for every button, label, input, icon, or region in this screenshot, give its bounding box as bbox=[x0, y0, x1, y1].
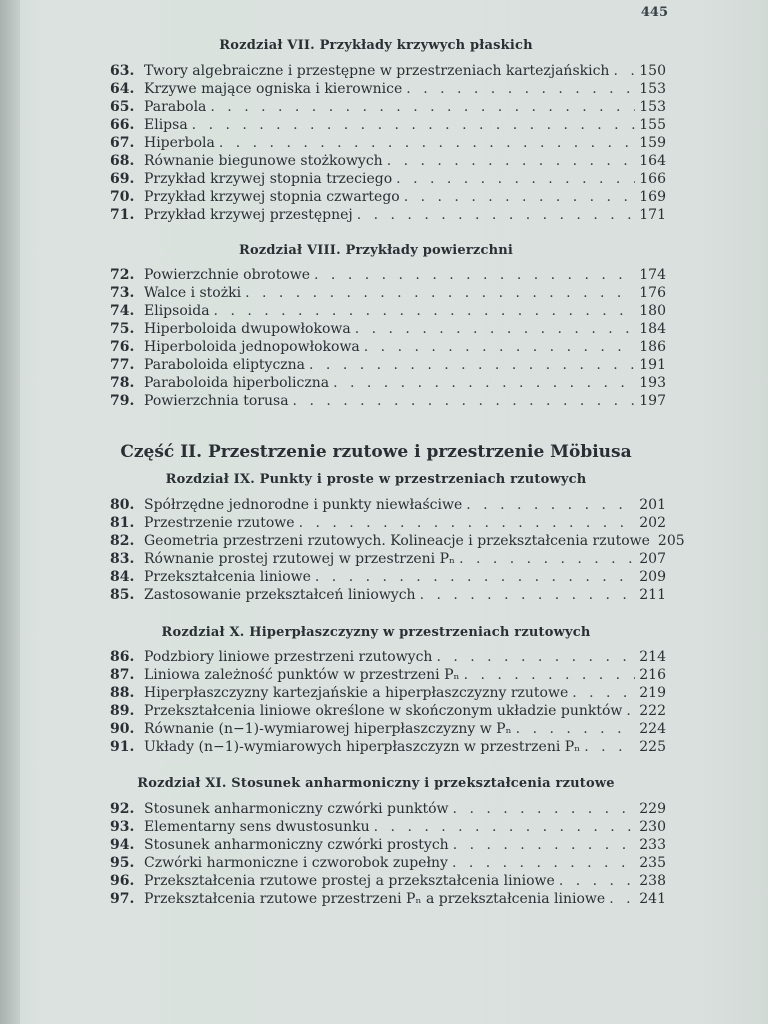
dot-leader bbox=[214, 302, 636, 320]
dot-leader bbox=[219, 134, 635, 152]
entry-page: 164 bbox=[639, 153, 666, 169]
entry-page: 193 bbox=[639, 375, 666, 391]
dot-leader bbox=[516, 720, 636, 738]
dot-leader bbox=[293, 392, 636, 410]
page-number: 445 bbox=[640, 5, 668, 20]
chapter-heading-x: Rozdział X. Hiperpłaszczyzny w przestrzeniach rzutowych bbox=[161, 625, 591, 640]
dot-leader bbox=[333, 374, 635, 392]
entry-page: 211 bbox=[639, 587, 666, 603]
toc-entry bbox=[110, 568, 666, 586]
dot-leader bbox=[453, 836, 636, 854]
entry-title: Paraboloida hiperboliczna bbox=[144, 375, 330, 391]
entry-page: 224 bbox=[639, 721, 666, 737]
part-heading: Część II. Przestrzenie rzutowe i przestrzenie Möbiusa bbox=[120, 442, 632, 462]
toc-entry bbox=[110, 550, 666, 568]
dot-leader bbox=[464, 666, 636, 684]
dot-leader bbox=[559, 872, 635, 890]
toc-entry bbox=[110, 374, 666, 392]
entry-title: Przestrzenie rzutowe bbox=[144, 515, 295, 531]
entry-number: 89. bbox=[110, 703, 135, 719]
entry-title: Przekształcenia liniowe bbox=[144, 569, 311, 585]
toc-entry bbox=[110, 284, 666, 302]
book-gutter bbox=[0, 0, 20, 1024]
entry-page: 229 bbox=[639, 801, 666, 817]
entry-title: Czwórki harmoniczne i czworobok zupełny bbox=[144, 855, 448, 871]
toc-entry bbox=[110, 62, 666, 80]
dot-leader bbox=[364, 338, 635, 356]
entry-page: 222 bbox=[639, 703, 666, 719]
entry-page: 241 bbox=[639, 891, 666, 907]
entry-title: Hiperpłaszczyzny kartezjańskie a hiperpłaszczyzny rzutowe bbox=[144, 685, 569, 701]
entry-page: 207 bbox=[639, 551, 666, 567]
entry-number: 63. bbox=[110, 63, 135, 79]
entry-title: Parabola bbox=[144, 99, 207, 115]
dot-leader bbox=[299, 514, 636, 532]
dot-leader bbox=[584, 738, 635, 756]
entry-number: 64. bbox=[110, 81, 135, 97]
entry-title: Przekształcenia rzutowe przestrzeni Pₙ a przekształcenia liniowe bbox=[144, 891, 606, 907]
entry-number: 67. bbox=[110, 135, 135, 151]
entry-number: 94. bbox=[110, 837, 135, 853]
entry-number: 97. bbox=[110, 891, 135, 907]
entry-number: 78. bbox=[110, 375, 135, 391]
dot-leader bbox=[315, 568, 635, 586]
toc-entry bbox=[110, 98, 666, 116]
toc-entry bbox=[110, 854, 666, 872]
entry-number: 91. bbox=[110, 739, 135, 755]
entry-title: Stosunek anharmoniczny czwórki punktów bbox=[144, 801, 449, 817]
toc-entry bbox=[110, 648, 666, 666]
entry-title: Przykład krzywej stopnia trzeciego bbox=[144, 171, 393, 187]
entry-number: 71. bbox=[110, 207, 135, 223]
entry-page: 155 bbox=[639, 117, 666, 133]
entry-title: Stosunek anharmoniczny czwórki prostych bbox=[144, 837, 449, 853]
entry-title: Równanie prostej rzutowej w przestrzeni Pₙ bbox=[144, 551, 456, 567]
entry-page: 159 bbox=[639, 135, 666, 151]
toc-entry bbox=[110, 684, 666, 702]
entry-title: Hiperbola bbox=[144, 135, 215, 151]
toc-entry bbox=[110, 836, 666, 854]
dot-leader bbox=[355, 320, 636, 338]
dot-leader bbox=[613, 62, 635, 80]
entry-number: 95. bbox=[110, 855, 135, 871]
dot-leader bbox=[374, 818, 636, 836]
dot-leader bbox=[309, 356, 635, 374]
entry-page: 219 bbox=[639, 685, 666, 701]
entry-number: 87. bbox=[110, 667, 135, 683]
entry-title: Równanie (n−1)-wymiarowej hiperpłaszczyzny w Pₙ bbox=[144, 721, 512, 737]
entry-page: 169 bbox=[639, 189, 666, 205]
entry-title: Walce i stożki bbox=[144, 285, 242, 301]
entry-title: Powierzchnie obrotowe bbox=[144, 267, 311, 283]
toc-entry bbox=[110, 152, 666, 170]
toc-entry bbox=[110, 320, 666, 338]
dot-leader bbox=[609, 890, 635, 908]
entry-title: Przykład krzywej przestępnej bbox=[144, 207, 353, 223]
entry-page: 191 bbox=[639, 357, 666, 373]
entry-title: Hiperboloida dwupowłokowa bbox=[144, 321, 351, 337]
entry-page: 186 bbox=[639, 339, 666, 355]
toc-entry bbox=[110, 170, 666, 188]
toc-entry bbox=[110, 818, 666, 836]
entry-number: 73. bbox=[110, 285, 135, 301]
entry-page: 174 bbox=[639, 267, 666, 283]
entry-page: 201 bbox=[639, 497, 666, 513]
entry-title: Równanie biegunowe stożkowych bbox=[144, 153, 383, 169]
entry-page: 180 bbox=[639, 303, 666, 319]
entry-title: Przykład krzywej stopnia czwartego bbox=[144, 189, 400, 205]
toc-entry bbox=[110, 666, 666, 684]
entry-number: 72. bbox=[110, 267, 135, 283]
entry-page: 238 bbox=[639, 873, 666, 889]
entry-title: Zastosowanie przekształceń liniowych bbox=[144, 587, 416, 603]
entry-number: 77. bbox=[110, 357, 135, 373]
entry-page: 197 bbox=[639, 393, 666, 409]
toc-entry bbox=[110, 800, 666, 818]
toc-entry bbox=[110, 134, 666, 152]
entry-title: Twory algebraiczne i przestępne w przestrzeniach kartezjańskich bbox=[144, 63, 610, 79]
dot-leader bbox=[406, 80, 635, 98]
entry-page: 153 bbox=[639, 99, 666, 115]
dot-leader bbox=[626, 702, 635, 720]
dot-leader bbox=[387, 152, 636, 170]
entry-number: 84. bbox=[110, 569, 135, 585]
toc-entry bbox=[110, 356, 666, 374]
entry-number: 85. bbox=[110, 587, 135, 603]
entry-page: 214 bbox=[639, 649, 666, 665]
entry-number: 79. bbox=[110, 393, 135, 409]
dot-leader bbox=[357, 206, 636, 224]
entry-page: 216 bbox=[639, 667, 666, 683]
dot-leader bbox=[404, 188, 636, 206]
entry-title: Geometria przestrzeni rzutowych. Kolineacje i przekształcenia rzutowe bbox=[144, 533, 650, 549]
dot-leader bbox=[210, 98, 635, 116]
entry-number: 96. bbox=[110, 873, 135, 889]
entry-page: 166 bbox=[639, 171, 666, 187]
toc-entry bbox=[110, 890, 666, 908]
toc-entry bbox=[110, 514, 666, 532]
entry-page: 230 bbox=[639, 819, 666, 835]
toc-entry bbox=[110, 532, 685, 550]
entry-title: Podzbiory liniowe przestrzeni rzutowych bbox=[144, 649, 433, 665]
entry-title: Elementarny sens dwustosunku bbox=[144, 819, 370, 835]
toc-entry bbox=[110, 116, 666, 134]
entry-page: 205 bbox=[657, 533, 685, 549]
dot-leader bbox=[420, 586, 636, 604]
entry-title: Liniowa zależność punktów w przestrzeni Pₙ bbox=[144, 667, 460, 683]
entry-title: Przekształcenia liniowe określone w skończonym układzie punktów bbox=[144, 703, 623, 719]
toc-entry bbox=[110, 80, 666, 98]
entry-number: 82. bbox=[110, 533, 135, 549]
dot-leader bbox=[466, 496, 635, 514]
entry-number: 80. bbox=[110, 497, 135, 513]
entry-number: 75. bbox=[110, 321, 135, 337]
toc-entry bbox=[110, 872, 666, 890]
chapter-heading-ix: Rozdział IX. Punkty i proste w przestrzeniach rzutowych bbox=[165, 472, 587, 487]
entry-title: Elipsa bbox=[144, 117, 188, 133]
entry-number: 74. bbox=[110, 303, 135, 319]
dot-leader bbox=[436, 648, 635, 666]
entry-number: 66. bbox=[110, 117, 135, 133]
entry-page: 202 bbox=[639, 515, 666, 531]
entry-number: 68. bbox=[110, 153, 135, 169]
entry-page: 150 bbox=[639, 63, 666, 79]
dot-leader bbox=[245, 284, 635, 302]
entry-number: 88. bbox=[110, 685, 135, 701]
toc-entry bbox=[110, 738, 666, 756]
toc-entry bbox=[110, 720, 666, 738]
toc-entry bbox=[110, 302, 666, 320]
toc-entry bbox=[110, 338, 666, 356]
entry-title: Spółrzędne jednorodne i punkty niewłaściwe bbox=[144, 497, 463, 513]
dot-leader bbox=[452, 854, 635, 872]
dot-leader bbox=[314, 266, 635, 284]
entry-title: Układy (n−1)-wymiarowych hiperpłaszczyzn w przestrzeni Pₙ bbox=[144, 739, 581, 755]
entry-title: Paraboloida eliptyczna bbox=[144, 357, 306, 373]
entry-title: Hiperboloida jednopowłokowa bbox=[144, 339, 360, 355]
chapter-heading-viii: Rozdział VIII. Przykłady powierzchni bbox=[238, 243, 514, 258]
toc-entry bbox=[110, 586, 666, 604]
toc-entry bbox=[110, 206, 666, 224]
entry-number: 86. bbox=[110, 649, 135, 665]
entry-number: 81. bbox=[110, 515, 135, 531]
entry-page: 209 bbox=[639, 569, 666, 585]
entry-number: 65. bbox=[110, 99, 135, 115]
entry-page: 184 bbox=[639, 321, 666, 337]
dot-leader bbox=[192, 116, 636, 134]
entry-title: Powierzchnia torusa bbox=[144, 393, 289, 409]
entry-number: 83. bbox=[110, 551, 135, 567]
entry-title: Krzywe mające ogniska i kierownice bbox=[144, 81, 403, 97]
entry-number: 76. bbox=[110, 339, 135, 355]
toc-entry bbox=[110, 188, 666, 206]
dot-leader bbox=[453, 800, 636, 818]
entry-number: 90. bbox=[110, 721, 135, 737]
toc-entry bbox=[110, 266, 666, 284]
entry-title: Elipsoida bbox=[144, 303, 210, 319]
toc-entry bbox=[110, 496, 666, 514]
entry-page: 176 bbox=[639, 285, 666, 301]
entry-page: 235 bbox=[639, 855, 666, 871]
dot-leader bbox=[396, 170, 635, 188]
chapter-heading-xi: Rozdział XI. Stosunek anharmoniczny i przekształcenia rzutowe bbox=[137, 776, 615, 791]
entry-page: 233 bbox=[639, 837, 666, 853]
entry-page: 153 bbox=[639, 81, 666, 97]
entry-number: 70. bbox=[110, 189, 135, 205]
entry-page: 171 bbox=[639, 207, 666, 223]
entry-number: 93. bbox=[110, 819, 135, 835]
dot-leader bbox=[459, 550, 635, 568]
chapter-heading-vii: Rozdział VII. Przykłady krzywych płaskich bbox=[219, 38, 533, 53]
entry-number: 92. bbox=[110, 801, 135, 817]
toc-entry bbox=[110, 392, 666, 410]
entry-title: Przekształcenia rzutowe prostej a przekształcenia liniowe bbox=[144, 873, 555, 889]
dot-leader bbox=[572, 684, 635, 702]
entry-number: 69. bbox=[110, 171, 135, 187]
toc-entry bbox=[110, 702, 666, 720]
entry-page: 225 bbox=[639, 739, 666, 755]
